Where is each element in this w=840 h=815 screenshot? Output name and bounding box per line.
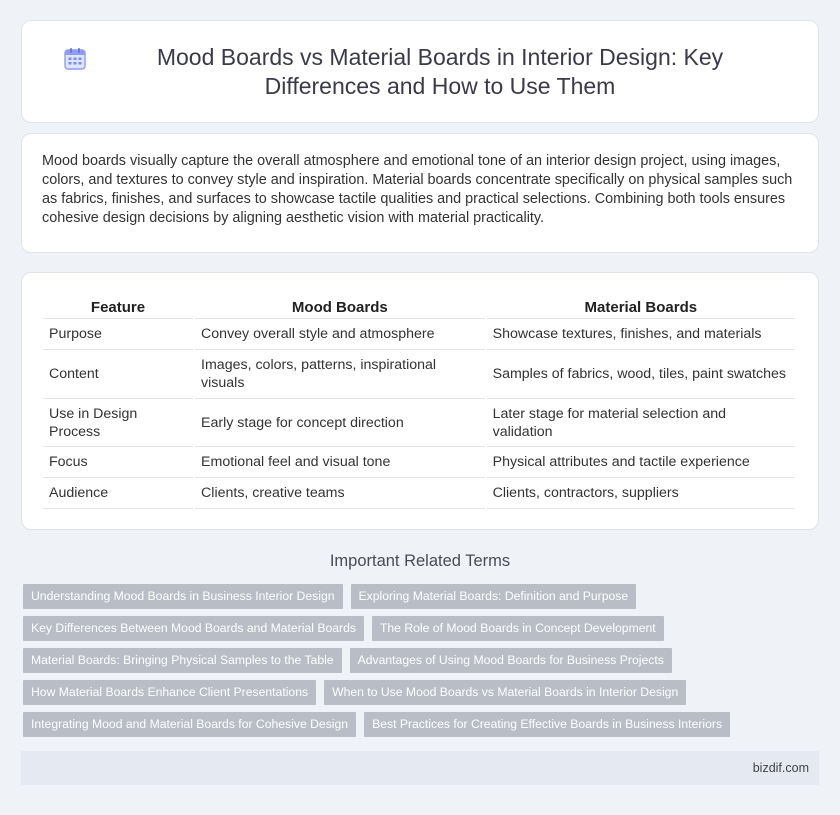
related-term-link[interactable]: When to Use Mood Boards vs Material Boards in Interior Design <box>324 680 686 705</box>
related-term-link[interactable]: The Role of Mood Boards in Concept Development <box>372 616 664 641</box>
table-cell: Use in Design Process <box>43 399 193 447</box>
table-cell: Samples of fabrics, wood, tiles, paint swatches <box>487 350 795 399</box>
table-row <box>43 478 795 509</box>
table-cell: Focus <box>43 447 193 478</box>
related-term-link[interactable]: Integrating Mood and Material Boards for Cohesive Design <box>23 712 356 737</box>
table-cell: Purpose <box>43 319 193 350</box>
table-cell: Content <box>43 350 193 399</box>
comparison-table <box>41 295 797 509</box>
intro-card <box>21 133 819 253</box>
table-cell: Clients, contractors, suppliers <box>487 478 795 509</box>
page-title: Mood Boards vs Material Boards in Interior Design: Key Differences and How to Use Them <box>156 43 724 99</box>
table-cell: Audience <box>43 478 193 509</box>
table-cell: Emotional feel and visual tone <box>195 447 485 478</box>
related-term-link[interactable]: Advantages of Using Mood Boards for Business Projects <box>350 648 672 673</box>
related-terms-list <box>23 584 823 737</box>
related-term-link[interactable]: Exploring Material Boards: Definition and Purpose <box>351 584 637 609</box>
table-cell: Images, colors, patterns, inspirational visuals <box>195 350 485 399</box>
table-cell: Early stage for concept direction <box>195 399 485 447</box>
column-header-material-boards: Material Boards <box>487 295 795 319</box>
related-term-link[interactable]: Key Differences Between Mood Boards and Material Boards <box>23 616 364 641</box>
title-card <box>21 20 819 123</box>
calendar-icon <box>62 46 88 72</box>
table-cell: Showcase textures, finishes, and materials <box>487 319 795 350</box>
column-header-feature: Feature <box>43 295 193 319</box>
table-row <box>43 319 795 350</box>
title-wrap <box>22 43 818 101</box>
table-row <box>43 399 795 447</box>
footer <box>21 751 819 785</box>
related-term-link[interactable]: Best Practices for Creating Effective Boards in Business Interiors <box>364 712 730 737</box>
table-cell: Clients, creative teams <box>195 478 485 509</box>
comparison-table-card <box>21 272 819 530</box>
table-header-row <box>43 295 795 319</box>
column-header-mood-boards: Mood Boards <box>195 295 485 319</box>
related-terms-heading: Important Related Terms <box>329 552 511 570</box>
table-row <box>43 350 795 399</box>
related-term-link[interactable]: How Material Boards Enhance Client Presentations <box>23 680 316 705</box>
footer-site-link[interactable]: bizdif.com <box>752 761 809 775</box>
table-cell: Physical attributes and tactile experience <box>487 447 795 478</box>
table-row <box>43 447 795 478</box>
related-term-link[interactable]: Understanding Mood Boards in Business Interior Design <box>23 584 343 609</box>
table-cell: Convey overall style and atmosphere <box>195 319 485 350</box>
intro-paragraph: Mood boards visually capture the overall atmosphere and emotional tone of an interior design project, using images, colors, and textures to convey style and inspiration. Material boards concentrate specifically on physical samples such as fabrics, finishes, and surfaces to showcase tactile qualities and practical selections. Combining both tools ensures cohesive design decisions by aligning aesthetic vision with material practicality. <box>42 153 793 226</box>
table-cell: Later stage for material selection and validation <box>487 399 795 447</box>
related-term-link[interactable]: Material Boards: Bringing Physical Samples to the Table <box>23 648 342 673</box>
